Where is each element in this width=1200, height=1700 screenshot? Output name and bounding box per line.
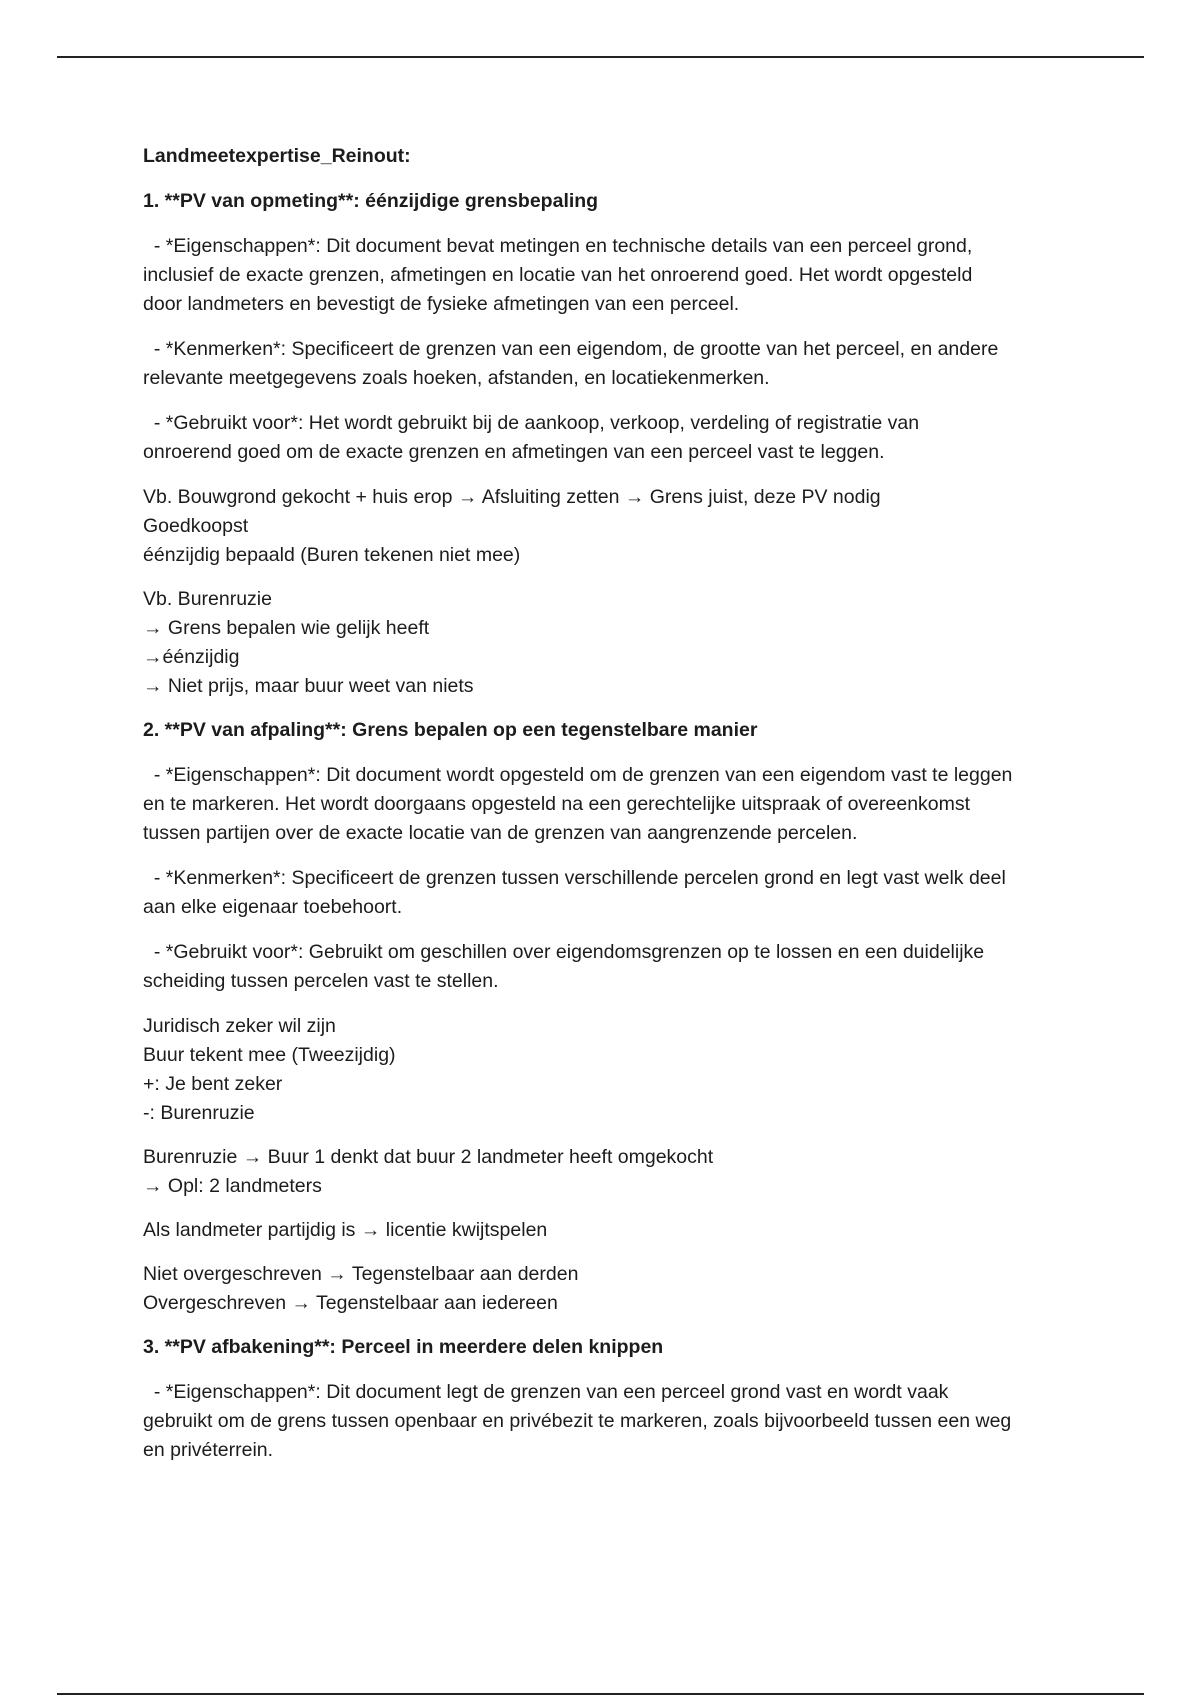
text-line: → Niet prijs, maar buur weet van niets [143,675,474,697]
section-2-note-3 [143,1216,1073,1245]
text-line: relevante meetgegevens zoals hoeken, afstanden, en locatiekenmerken. [143,367,770,389]
text-line: - *Eigenschappen*: Dit document wordt opgesteld om de grenzen van een eigendom vast te leggen [143,764,1013,786]
text-line: Als landmeter partijdig is → licentie kwijtspelen [143,1219,548,1241]
section-1-gebruikt [143,409,1073,467]
text-line: en privéterrein. [143,1439,274,1461]
text-line: Niet overgeschreven → Tegenstelbaar aan derden [143,1263,579,1285]
section-2-gebruikt [143,938,1073,996]
top-rule [57,56,1144,58]
text-line: - *Gebruikt voor*: Het wordt gebruikt bij de aankoop, verkoop, verdeling of registratie van [143,412,920,434]
bottom-rule [57,1693,1144,1695]
text-line: gebruikt om de grens tussen openbaar en privébezit te markeren, zoals bijvoorbeeld tussen een weg [143,1410,1012,1432]
text-line: - *Eigenschappen*: Dit document bevat metingen en technische details van een perceel grond, [143,235,973,257]
section-1-heading: 1. **PV van opmeting**: éénzijdige grensbepaling [143,190,599,212]
section-2-note-1 [143,1012,1073,1128]
document-body [143,142,1073,1481]
section-1-note-2 [143,585,1073,701]
text-line: Juridisch zeker wil zijn [143,1015,336,1037]
text-line: Buur tekent mee (Tweezijdig) [143,1044,396,1066]
text-line: scheiding tussen percelen vast te stellen. [143,970,499,992]
text-line: +: Je bent zeker [143,1073,283,1095]
section-1-eigenschappen [143,232,1073,319]
text-line: Overgeschreven → Tegenstelbaar aan iedereen [143,1292,558,1314]
text-line: en te markeren. Het wordt doorgaans opgesteld na een gerechtelijke uitspraak of overeenkomst [143,793,971,815]
section-2-note-4 [143,1260,1073,1318]
section-2-eigenschappen [143,761,1073,848]
document-title: Landmeetexpertise_Reinout: [143,145,411,167]
section-2-heading: 2. **PV van afpaling**: Grens bepalen op een tegenstelbare manier [143,719,758,741]
text-line: onroerend goed om de exacte grenzen en afmetingen van een perceel vast te leggen. [143,441,885,463]
text-line: Vb. Burenruzie [143,588,272,610]
text-line: - *Kenmerken*: Specificeert de grenzen van een eigendom, de grootte van het perceel, en andere [143,338,999,360]
section-1-kenmerken [143,335,1073,393]
text-line: →éénzijdig [143,646,240,668]
text-line: - *Gebruikt voor*: Gebruikt om geschillen over eigendomsgrenzen op te lossen en een duidelijke [143,941,985,963]
text-line: -: Burenruzie [143,1102,255,1124]
text-line: Vb. Bouwgrond gekocht + huis erop → Afsluiting zetten → Grens juist, deze PV nodig [143,486,881,508]
text-line: → Opl: 2 landmeters [143,1175,322,1197]
text-line: door landmeters en bevestigt de fysieke afmetingen van een perceel. [143,293,740,315]
text-line: éénzijdig bepaald (Buren tekenen niet mee) [143,544,521,566]
section-2-kenmerken [143,864,1073,922]
section-3-heading: 3. **PV afbakening**: Perceel in meerdere delen knippen [143,1336,664,1358]
text-line: → Grens bepalen wie gelijk heeft [143,617,430,639]
text-line: - *Kenmerken*: Specificeert de grenzen tussen verschillende percelen grond en legt vast welk deel [143,867,1006,889]
text-line: inclusief de exacte grenzen, afmetingen en locatie van het onroerend goed. Het wordt opgesteld [143,264,973,286]
text-line: tussen partijen over de exacte locatie van de grenzen van aangrenzende percelen. [143,822,858,844]
section-3-eigenschappen [143,1378,1073,1465]
text-line: aan elke eigenaar toebehoort. [143,896,403,918]
text-line: Burenruzie → Buur 1 denkt dat buur 2 landmeter heeft omgekocht [143,1146,714,1168]
section-1-note-1 [143,483,1073,570]
text-line: - *Eigenschappen*: Dit document legt de grenzen van een perceel grond vast en wordt vaak [143,1381,949,1403]
section-2-note-2 [143,1143,1073,1201]
text-line: Goedkoopst [143,515,249,537]
